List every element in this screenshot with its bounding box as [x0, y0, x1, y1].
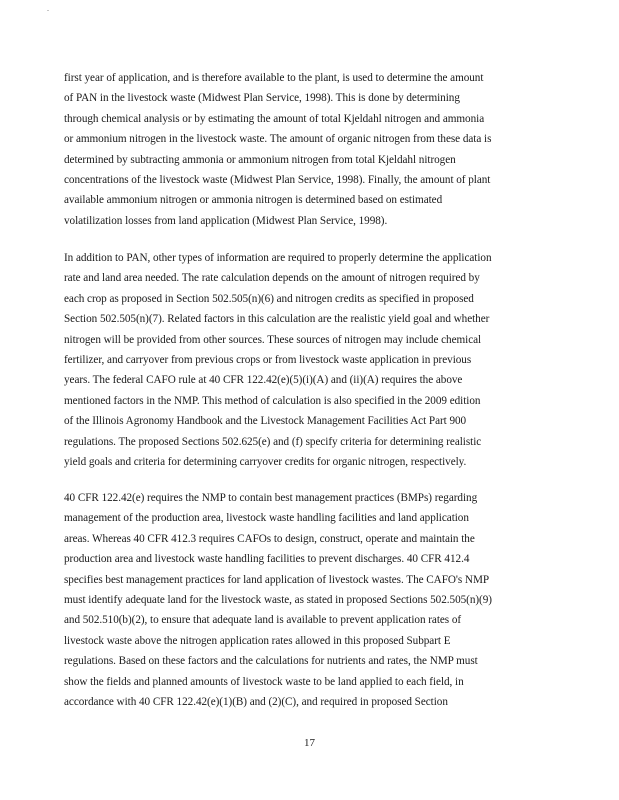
text-line: each crop as proposed in Section 502.505(n)(6) and nitrogen credits as specified in proposed	[64, 292, 474, 305]
text-line: regulations. Based on these factors and the calculations for nutrients and rates, the NMP must	[64, 655, 478, 668]
corner-mark: -	[47, 8, 49, 14]
text-line: show the fields and planned amounts of livestock waste to be land applied to each field, in	[64, 675, 464, 688]
text-line: volatilization losses from land application (Midwest Plan Service, 1998).	[64, 214, 388, 227]
paragraph-pan-determination	[64, 68, 564, 231]
text-line: of PAN in the livestock waste (Midwest Plan Service, 1998). This is done by determining	[64, 92, 460, 105]
paragraph-best-management-practices	[64, 488, 564, 712]
text-line: production area and livestock waste handling facilities to prevent discharges. 40 CFR 412.4	[64, 553, 470, 566]
text-line: fertilizer, and carryover from previous crops or from livestock waste application in previous	[64, 354, 472, 367]
text-line: and 502.510(b)(2), to ensure that adequate land is available to prevent application rates of	[64, 614, 462, 627]
text-line: determined by subtracting ammonia or ammonium nitrogen from total Kjeldahl nitrogen	[64, 153, 456, 166]
text-line: management of the production area, livestock waste handling facilities and land application	[64, 512, 469, 525]
paragraph-application-rate	[64, 248, 564, 472]
text-line: years. The federal CAFO rule at 40 CFR 122.42(e)(5)(i)(A) and (ii)(A) requires the above	[64, 374, 463, 387]
text-line: must identify adequate land for the livestock waste, as stated in proposed Sections 502.505(n)(9)	[64, 594, 492, 607]
text-line: nitrogen will be provided from other sources. These sources of nitrogen may include chemical	[64, 333, 482, 346]
text-line: through chemical analysis or by estimating the amount of total Kjeldahl nitrogen and ammonia	[64, 112, 485, 125]
text-line: concentrations of the livestock waste (Midwest Plan Service, 1998). Finally, the amount of plant	[64, 174, 491, 187]
text-line: of the Illinois Agronomy Handbook and the Livestock Management Facilities Act Part 900	[64, 415, 467, 428]
text-line: or ammonium nitrogen in the livestock waste. The amount of organic nitrogen from these data is	[64, 133, 492, 146]
text-line: regulations. The proposed Sections 502.625(e) and (f) specify criteria for determining realistic	[64, 435, 482, 448]
text-line: Section 502.505(n)(7). Related factors in this calculation are the realistic yield goal and whether	[64, 313, 490, 326]
text-line: first year of application, and is therefore available to the plant, is used to determine the amount	[64, 72, 484, 84]
text-line: livestock waste above the nitrogen application rates allowed in this proposed Subpart E	[64, 634, 451, 647]
text-line: yield goals and criteria for determining carryover credits for organic nitrogen, respectively.	[64, 456, 467, 469]
text-line: 40 CFR 122.42(e) requires the NMP to contain best management practices (BMPs) regarding	[64, 492, 478, 504]
text-line: specifies best management practices for land application of livestock wastes. The CAFO's NMP	[64, 573, 490, 586]
text-line: accordance with 40 CFR 122.42(e)(1)(B) and (2)(C), and required in proposed Section	[64, 696, 448, 709]
text-line: areas. Whereas 40 CFR 412.3 requires CAFOs to design, construct, operate and maintain the	[64, 532, 475, 545]
text-line: mentioned factors in the NMP. This method of calculation is also specified in the 2009 edition	[64, 394, 481, 407]
text-line: available ammonium nitrogen or ammonia nitrogen is determined based on estimated	[64, 194, 443, 207]
text-line: In addition to PAN, other types of information are required to properly determine the application	[64, 252, 492, 264]
text-line: rate and land area needed. The rate calculation depends on the amount of nitrogen required by	[64, 272, 480, 285]
page-number: 17	[304, 737, 315, 749]
